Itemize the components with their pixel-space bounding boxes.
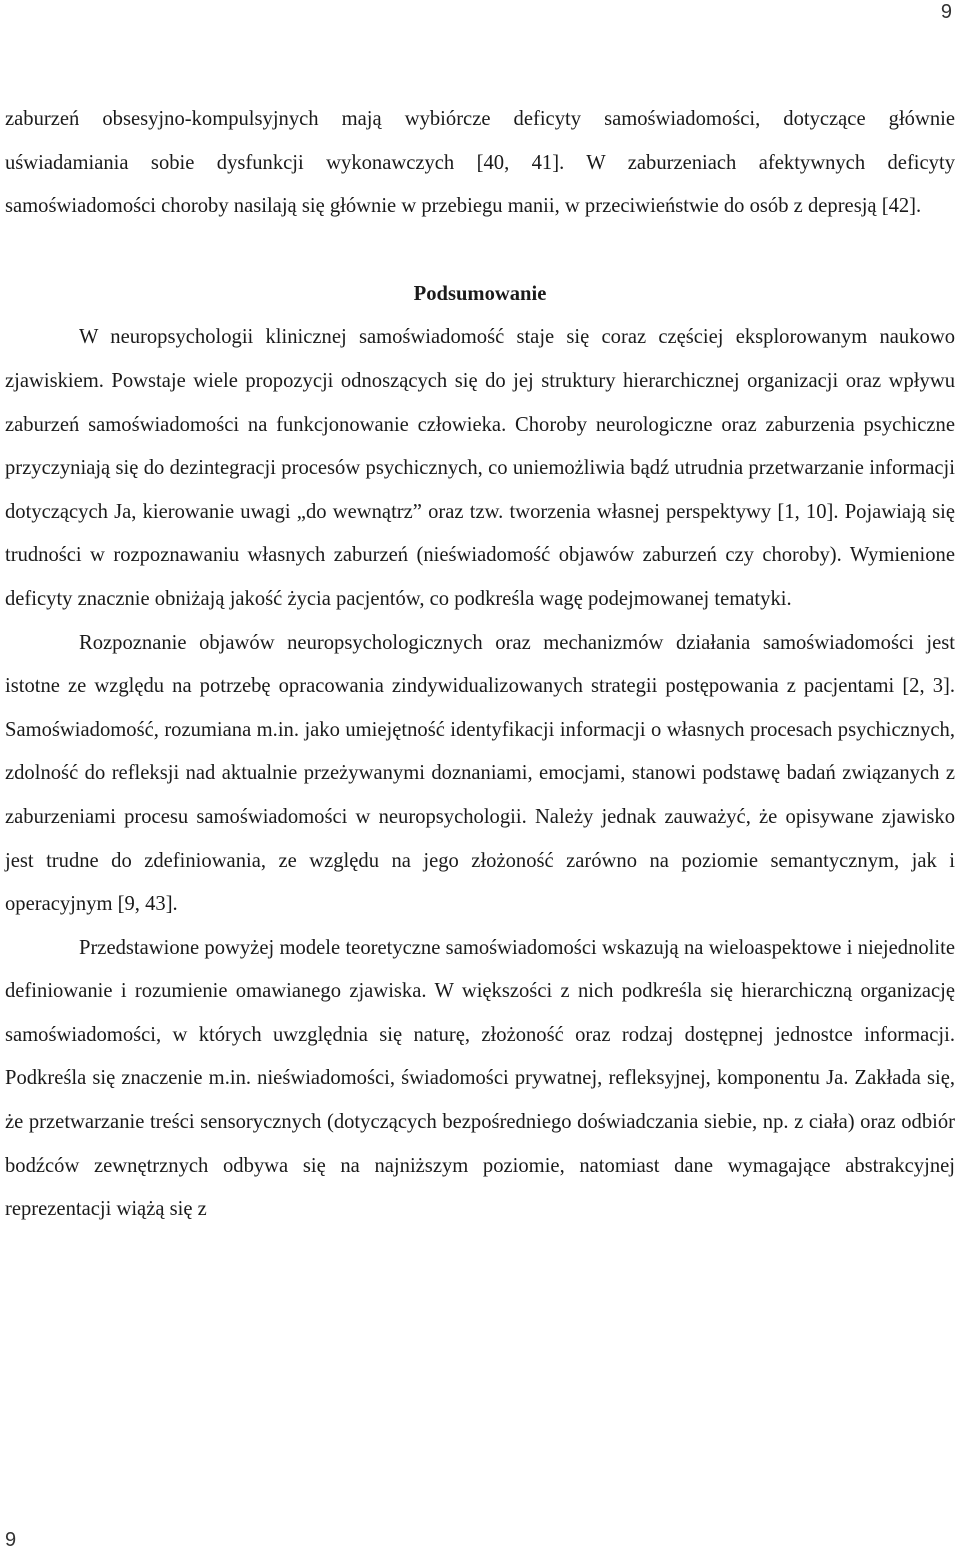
paragraph-2: Rozpoznanie objawów neuropsychologicznych oraz mechanizmów działania samoświadomości jest istotne ze względu na potrzebę opracowania zindywidualizowanych strategii postępowania z pacjentami [2, 3]. Samoświadomość, rozumiana m.in. jako umiejętność identyfikacji informacji o własnych procesach psychicznych, zdolność do refleksji nad aktualnie przeżywanymi doznaniami, emocjami, stanowi podstawę badań związanych z zaburzeniami procesu samoświadomości w neuropsychologii. Należy jednak zauważyć, że opisywane zjawisko jest trudne do zdefiniowania, ze względu na jego złożoność zarówno na poziomie semantycznym, jak i operacyjnym [9, 43].	[5, 631, 955, 916]
paragraph-continued: zaburzeń obsesyjno-kompulsyjnych mają wybiórcze deficyty samoświadomości, dotyczące głównie uświadamiania sobie dysfunkcji wykonawczych [40, 41]. W zaburzeniach afektywnych deficyty samoświadomości choroby nasilają się głównie w przebiegu manii, w przeciwieństwie do osób z depresją [42].	[5, 108, 955, 218]
section-spacer	[5, 229, 955, 273]
paragraph-1: W neuropsychologii klinicznej samoświadomość staje się coraz częściej eksplorowanym naukowo zjawiskiem. Powstaje wiele propozycji odnoszących się do jej struktury hierarchicznej organizacji oraz wpływu zaburzeń samoświadomości na funkcjonowanie człowieka. Choroby neurologiczne oraz zaburzenia psychiczne przyczyniają się do dezintegracji procesów psychicznych, co uniemożliwia bądź utrudnia przetwarzanie informacji dotyczących Ja, kierowanie uwagi „do wewnątrz” oraz tzw. tworzenia własnej perspektywy [1, 10]. Pojawiają się trudności w rozpoznawaniu własnych zaburzeń (nieświadomość objawów zaburzeń czy choroby). Wymienione deficyty znacznie obniżają jakość życia pacjentów, co podkreśla wagę podejmowanej tematyki.	[5, 326, 955, 610]
paragraph-3: Przedstawione powyżej modele teoretyczne samoświadomości wskazują na wieloaspektowe i niejednolite definiowanie i rozumienie omawianego zjawiska. W większości z nich podkreśla się hierarchiczną organizację samoświadomości, w których uwzględnia się naturę, złożoność oraz rodzaj dostępnej jednostce informacji. Podkreśla się znaczenie m.in. nieświadomości, świadomości prywatnej, refleksyjnej, komponentu Ja. Zakłada się, że przetwarzanie treści sensorycznych (dotyczących bezpośredniego doświadczania siebie, np. z ciała) oraz odbiór bodźców zewnętrznych odbywa się na najniższym poziomie, natomiast dane wymagające abstrakcyjnej reprezentacji wiążą się z	[5, 936, 955, 1221]
document-body	[5, 98, 955, 1232]
page-number-bottom: 9	[5, 1529, 17, 1551]
section-heading: Podsumowanie	[413, 282, 547, 305]
page-number-top: 9	[940, 1, 952, 23]
